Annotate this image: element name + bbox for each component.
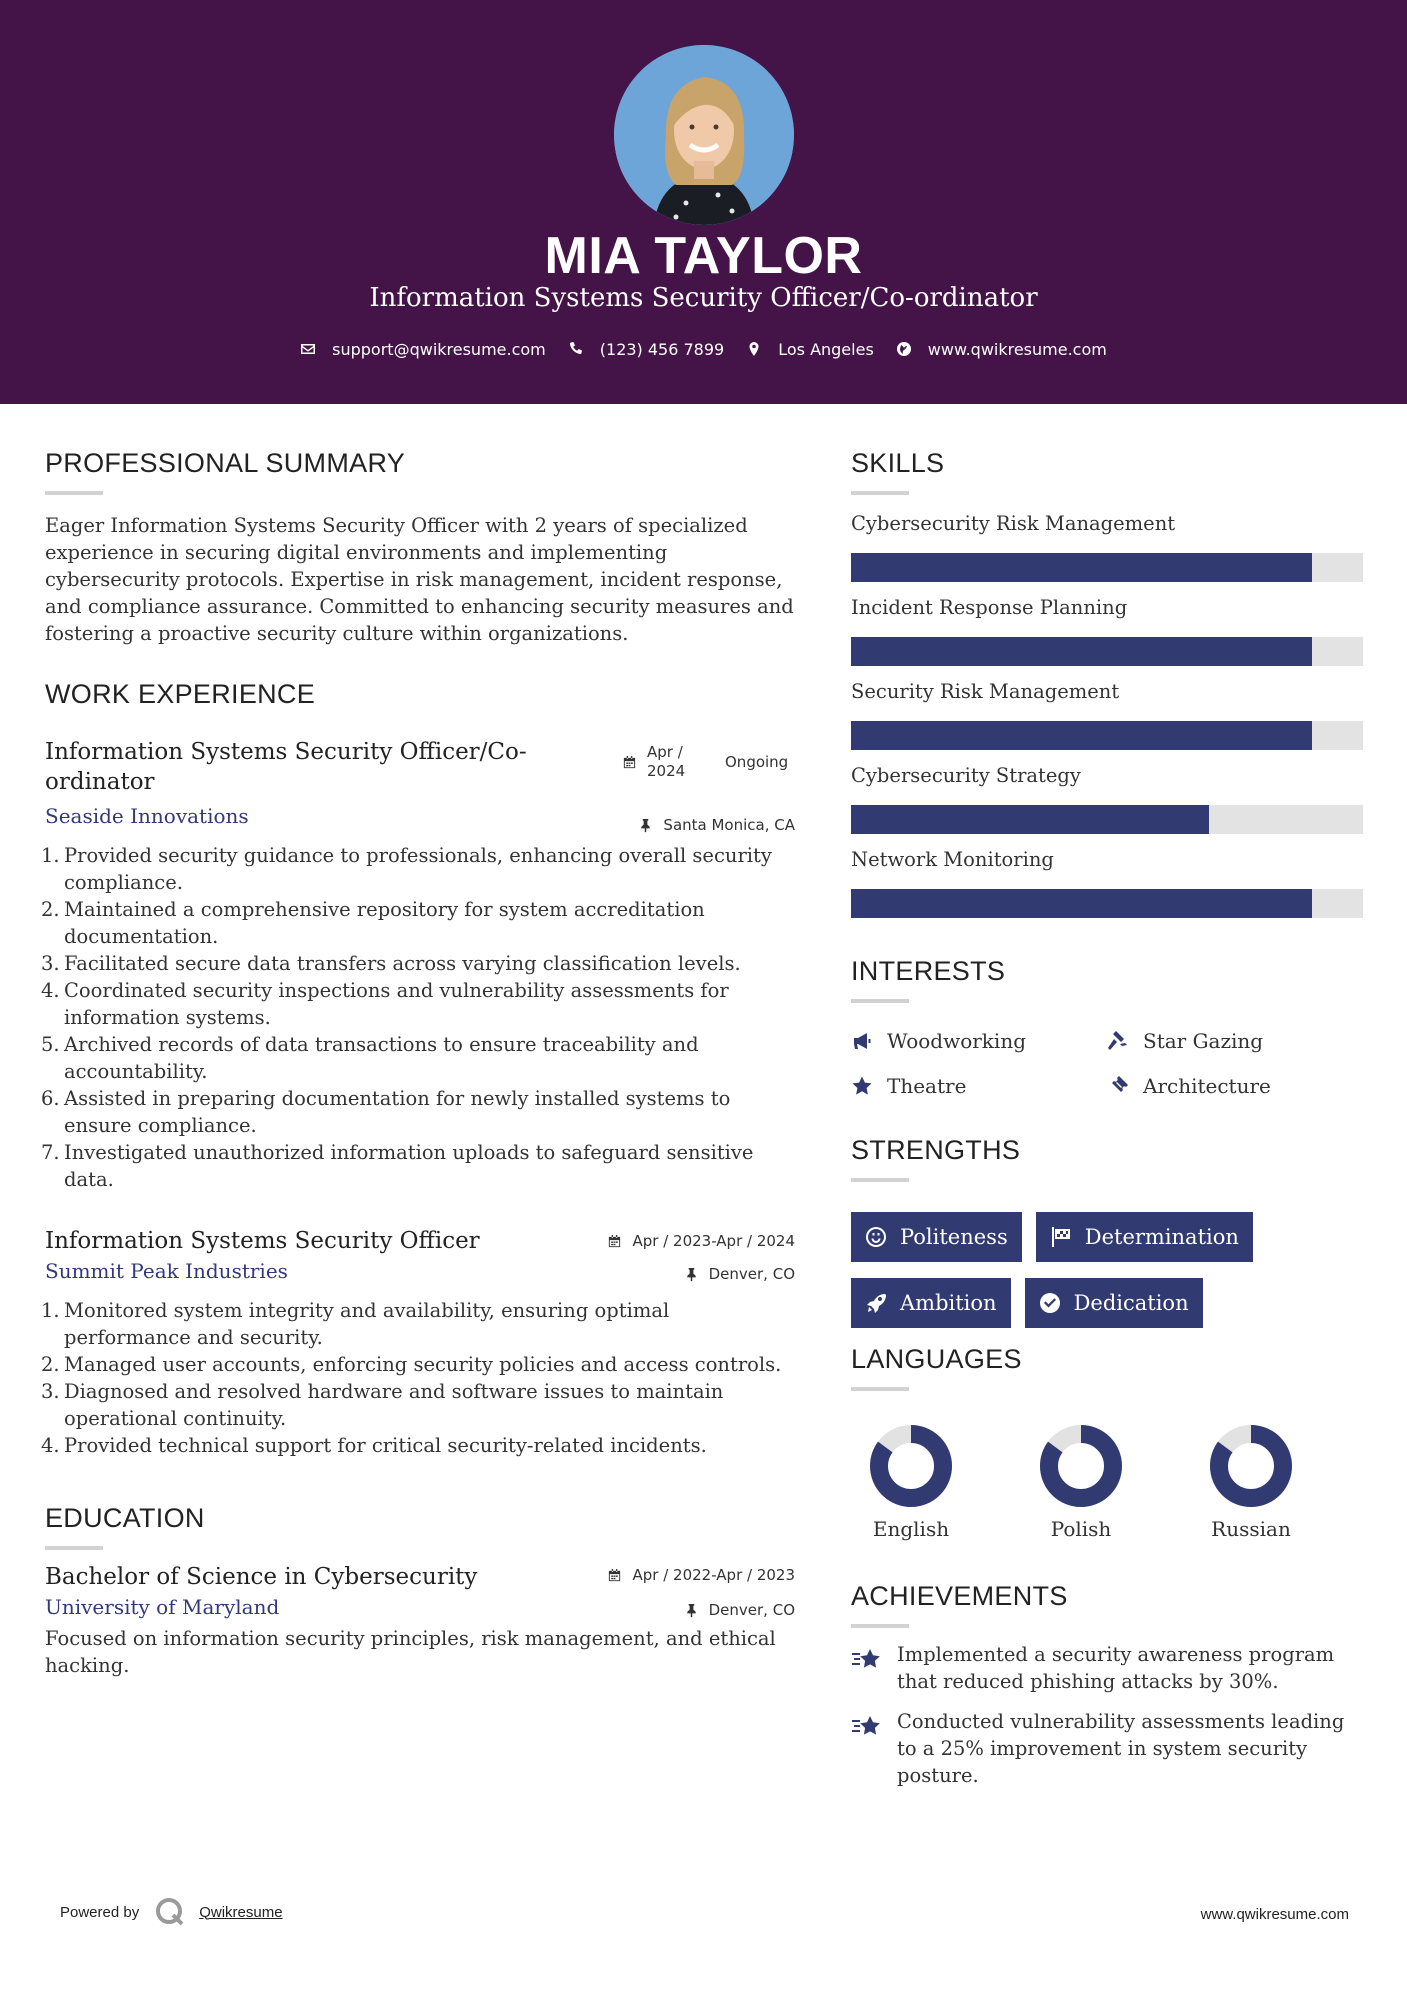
strength-badge [1036,1212,1253,1262]
skill-bar-fill [851,889,1312,918]
skill-bar [851,889,1363,918]
interest-item [851,1072,1107,1099]
skill-bar [851,721,1363,750]
experience-heading: WORK EXPERIENCE [45,679,316,709]
smile-icon [865,1226,887,1248]
contact-bar [0,336,1407,362]
list-item: 2. Maintained a comprehensive repository for system accreditation documentation. [41,898,705,948]
contact-location [746,340,874,359]
languages-list [851,1423,1363,1541]
education-entry [45,1562,795,1679]
brand-link[interactable]: Qwikresume [199,1903,283,1921]
education-dates [607,1566,795,1584]
language-name: Polish [1050,1517,1112,1541]
list-item: 7. Investigated unauthorized information uploads to safeguard sensitive data. [41,1141,754,1191]
skill-bar-fill [851,553,1312,582]
section-divider [851,1387,909,1391]
contact-website[interactable] [896,340,1107,359]
education-description: Focused on information security principles, risk management, and ethical hacking. [45,1627,776,1677]
strengths-heading: STRENGTHS [851,1135,1021,1165]
language-item [851,1423,1021,1541]
skill-name: Cybersecurity Risk Management [851,512,1176,535]
language-item [1021,1423,1191,1541]
job-bullets [41,1297,795,1459]
skills-heading: SKILLS [851,448,945,478]
list-item: 1. Provided security guidance to professionals, enhancing overall security compliance. [41,844,772,894]
job-bullets [41,842,795,1193]
education-location-text: Denver, CO [708,1601,795,1619]
list-item: 3. Facilitated secure data transfers across varying classification levels. [41,952,741,975]
strength-badge [851,1212,1022,1262]
interests-section [851,956,1363,1099]
achievements-section [851,1581,1363,1789]
language-donut [868,1423,954,1509]
footer-powered-by [60,1897,283,1927]
education-heading: EDUCATION [45,1503,205,1533]
strength-badge [851,1278,1011,1328]
interest-label: Woodworking [887,1028,1027,1053]
language-name: English [872,1517,950,1541]
sidebar-column [851,448,1363,1789]
pushpin-icon [684,1603,699,1618]
achievement-text: Conducted vulnerability assessments leading to a 25% improvement in system security posture. [897,1710,1345,1787]
summary-text: Eager Information Systems Security Officer with 2 years of specialized experience in securing digital environments and implementing cybersecurity protocols. Expertise in risk management, incident response, and compliance assurance. Committed to enhancing security measures and fostering a proactive security culture within organizations. [45,514,794,645]
skill-item [851,594,1363,666]
bullhorn-icon [851,1030,873,1052]
job-end-date: Ongoing [725,752,789,771]
skill-bar-fill [851,637,1312,666]
phone-text: (123) 456 7899 [599,339,725,359]
list-item: 5. Archived records of data transactions to ensure traceability and accountability. [41,1033,699,1083]
skill-name: Cybersecurity Strategy [851,764,1081,787]
gavel-icon [1107,1030,1129,1052]
job-entry [41,1226,795,1459]
interest-label: Architecture [1143,1073,1271,1098]
email-text: support@qwikresume.com [332,339,546,359]
job-location [684,1265,795,1283]
achievement-text: Implemented a security awareness program that reduced phishing attacks by 30%. [897,1643,1335,1693]
strength-badge [1025,1278,1203,1328]
resume-header [0,0,1407,404]
website-text: www.qwikresume.com [927,339,1107,359]
rocket-icon [865,1292,887,1314]
interest-item [851,1027,1107,1054]
flag-icon [1050,1226,1072,1248]
pushpin-icon [638,818,653,833]
candidate-name: MIA TAYLOR [544,227,863,285]
skill-item [851,510,1363,582]
list-item: 3. Diagnosed and resolved hardware and software issues to maintain operational continuity. [41,1380,724,1430]
list-item: 4. Coordinated security inspections and vulnerability assessments for information systems. [41,979,729,1029]
skill-item [851,846,1363,918]
star-icon [851,1075,873,1097]
strengths-section [851,1135,1363,1328]
job-title: Information Systems Security Officer [45,1228,480,1254]
globe-icon [896,341,912,357]
shooting-star-icon [851,1710,883,1742]
list-item: 6. Assisted in preparing documentation for newly installed systems to ensure compliance. [41,1087,731,1137]
location-text: Los Angeles [778,339,874,359]
list-item: 2. Managed user accounts, enforcing security policies and access controls. [41,1353,782,1376]
interest-item [1107,1072,1363,1099]
powered-by-text: Powered by [60,1903,140,1921]
skill-bar [851,805,1363,834]
profile-photo [614,45,794,225]
contact-phone[interactable] [568,340,724,359]
summary-section [45,448,795,647]
candidate-title: Information Systems Security Officer/Co-ordinator [369,283,1038,313]
interests-list [851,1027,1363,1099]
map-pin-icon [746,341,762,357]
calendar-icon [622,755,637,770]
languages-heading: LANGUAGES [851,1344,1022,1374]
contact-email[interactable] [300,340,546,359]
phone-icon [568,341,584,357]
job-start-date: Apr / 2024 [647,743,686,780]
company-name: Seaside Innovations [45,804,249,828]
strength-label: Ambition [900,1291,997,1315]
skill-bar [851,553,1363,582]
strength-label: Determination [1084,1225,1239,1249]
skill-bar [851,637,1363,666]
skill-item [851,762,1363,834]
languages-section [851,1344,1363,1541]
job-dates [622,743,795,781]
main-column [41,448,795,1679]
envelope-icon [300,341,316,357]
company-name: Summit Peak Industries [45,1259,288,1283]
skill-name: Security Risk Management [851,680,1120,703]
job-location [638,816,795,834]
section-divider [851,999,909,1003]
ticket-icon [1107,1075,1129,1097]
strengths-list [851,1212,1363,1328]
experience-section [41,679,795,1459]
section-divider [45,1546,103,1550]
interests-heading: INTERESTS [851,956,1006,986]
check-circle-icon [1039,1292,1061,1314]
language-name: Russian [1211,1517,1291,1541]
section-divider [851,491,909,495]
language-donut [1038,1423,1124,1509]
interest-item [1107,1027,1363,1054]
strength-label: Politeness [900,1225,1008,1249]
skill-bar-fill [851,721,1312,750]
language-donut [1208,1423,1294,1509]
job-entry [41,737,795,1193]
achievements-heading: ACHIEVEMENTS [851,1581,1068,1611]
interest-label: Star Gazing [1143,1028,1264,1053]
section-divider [851,1178,909,1182]
degree-title: Bachelor of Science in Cybersecurity [45,1564,478,1590]
job-title: Information Systems Security Officer/Co-ordinator [45,739,527,795]
job-dates [607,1232,795,1250]
school-name: University of Maryland [45,1595,280,1619]
achievement-item [851,1708,1363,1789]
section-divider [851,1624,909,1628]
education-location [684,1601,795,1619]
calendar-icon [607,1568,622,1583]
section-divider [45,491,103,495]
skills-section [851,448,1363,918]
shooting-star-icon [851,1643,883,1675]
education-date-text: Apr / 2022-Apr / 2023 [632,1566,795,1584]
list-item: 1. Monitored system integrity and availability, ensuring optimal performance and security. [41,1299,670,1349]
job-date-text: Apr / 2023-Apr / 2024 [632,1232,795,1250]
footer-website[interactable]: www.qwikresume.com [1200,1906,1349,1923]
achievement-item [851,1641,1363,1695]
qwikresume-logo-icon [155,1897,185,1927]
language-item [1191,1423,1361,1541]
skill-name: Network Monitoring [851,848,1054,871]
pushpin-icon [684,1267,699,1282]
skills-list [851,510,1363,918]
education-section [45,1503,795,1679]
skill-item [851,678,1363,750]
list-item: 4. Provided technical support for critical security-related incidents. [41,1434,707,1457]
skill-name: Incident Response Planning [851,596,1128,619]
job-location-text: Denver, CO [708,1265,795,1283]
calendar-icon [607,1234,622,1249]
strength-label: Dedication [1073,1291,1189,1315]
skill-bar-fill [851,805,1209,834]
summary-heading: PROFESSIONAL SUMMARY [45,448,406,478]
job-location-text: Santa Monica, CA [663,816,795,834]
interest-label: Theatre [887,1073,967,1098]
